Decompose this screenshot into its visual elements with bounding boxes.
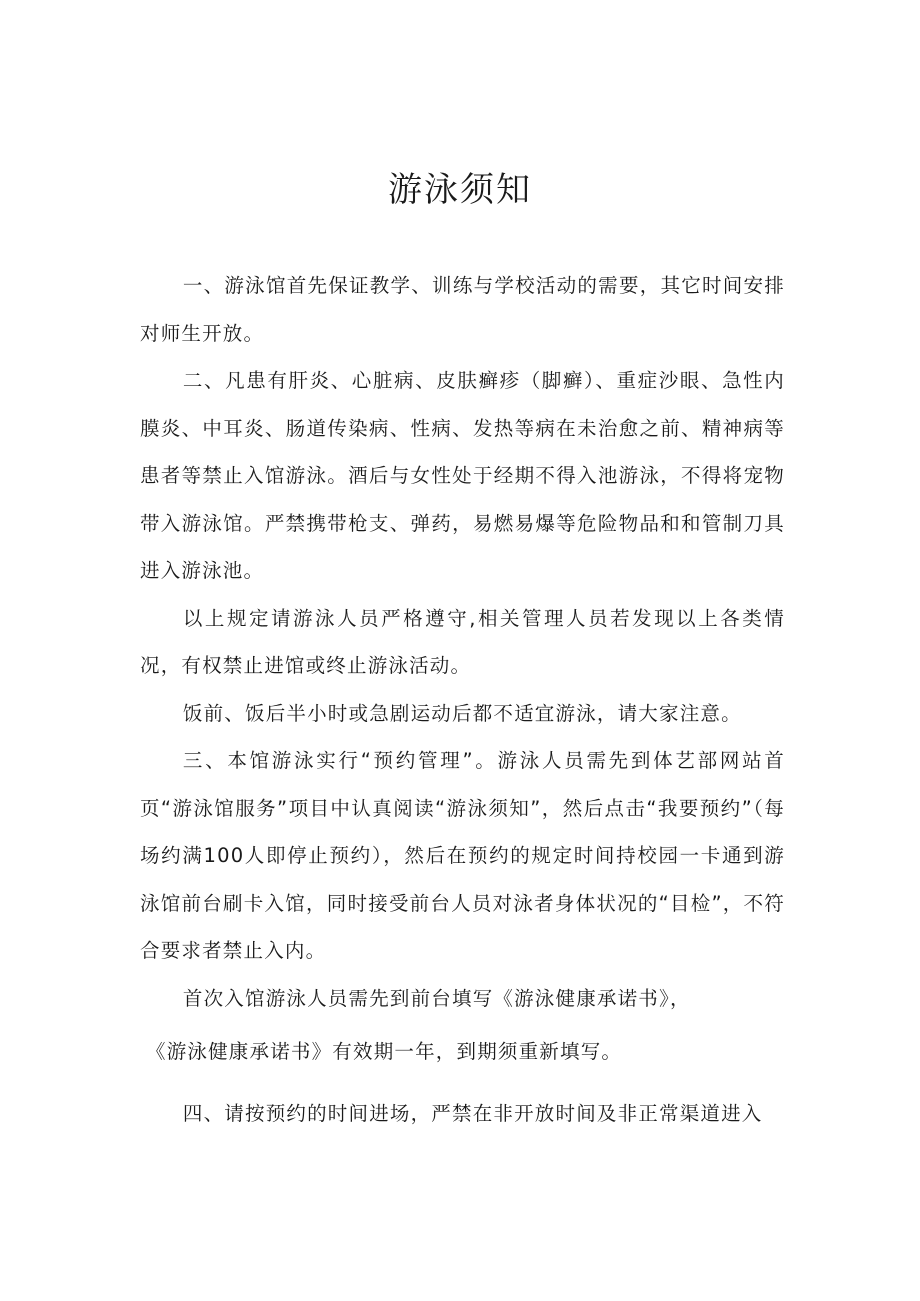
paragraph-health-pledge: 首次入馆游泳人员需先到前台填写《游泳健康承诺书》， xyxy=(182,986,691,1010)
document-body xyxy=(140,262,785,1138)
paragraph-pledge-validity: 《游泳健康承诺书》有效期一年，到期须重新填写。 xyxy=(146,1040,623,1063)
paragraph-opening-policy: 一、游泳馆首先保证教学、训练与学校活动的需要，其它时间安排对师生开放。 xyxy=(140,274,785,345)
document-title: 游泳须知 xyxy=(388,170,532,210)
paragraph-compliance: 以上规定请游泳人员严格遵守,相关管理人员若发现以上各类情况，有权禁止进馆或终止游泳活动。 xyxy=(140,606,785,677)
paragraph-health-restrictions: 二、凡患有肝炎、心脏病、皮肤癣疹（脚癣）、重症沙眼、急性内膜炎、中耳炎、肠道传染病、性病、发热等病在未治愈之前、精神病等患者等禁止入馆游泳。酒后与女性处于经期不得入池游泳，不得将宠物带入游泳馆。严禁携带枪支、弹药，易燃易爆等危险物品和和管制刀具进入游泳池。 xyxy=(140,369,785,582)
paragraph-meal-notice: 饭前、饭后半小时或急剧运动后都不适宜游泳，请大家注意。 xyxy=(182,701,742,725)
paragraph-entry-time: 四、请按预约的时间进场，严禁在非开放时间及非正常渠道进入 xyxy=(182,1102,763,1125)
paragraph-reservation: 三、本馆游泳实行“预约管理”。游泳人员需先到体艺部网站首页“游泳馆服务”项目中认真阅读“游泳须知”，然后点击“我要预约”（每场约满100人即停止预约），然后在预约的规定时间持校园一卡通到游泳馆前台刷卡入馆，同时接受前台人员对泳者身体状况的“目检”，不符合要求者禁止入内。 xyxy=(140,749,785,962)
